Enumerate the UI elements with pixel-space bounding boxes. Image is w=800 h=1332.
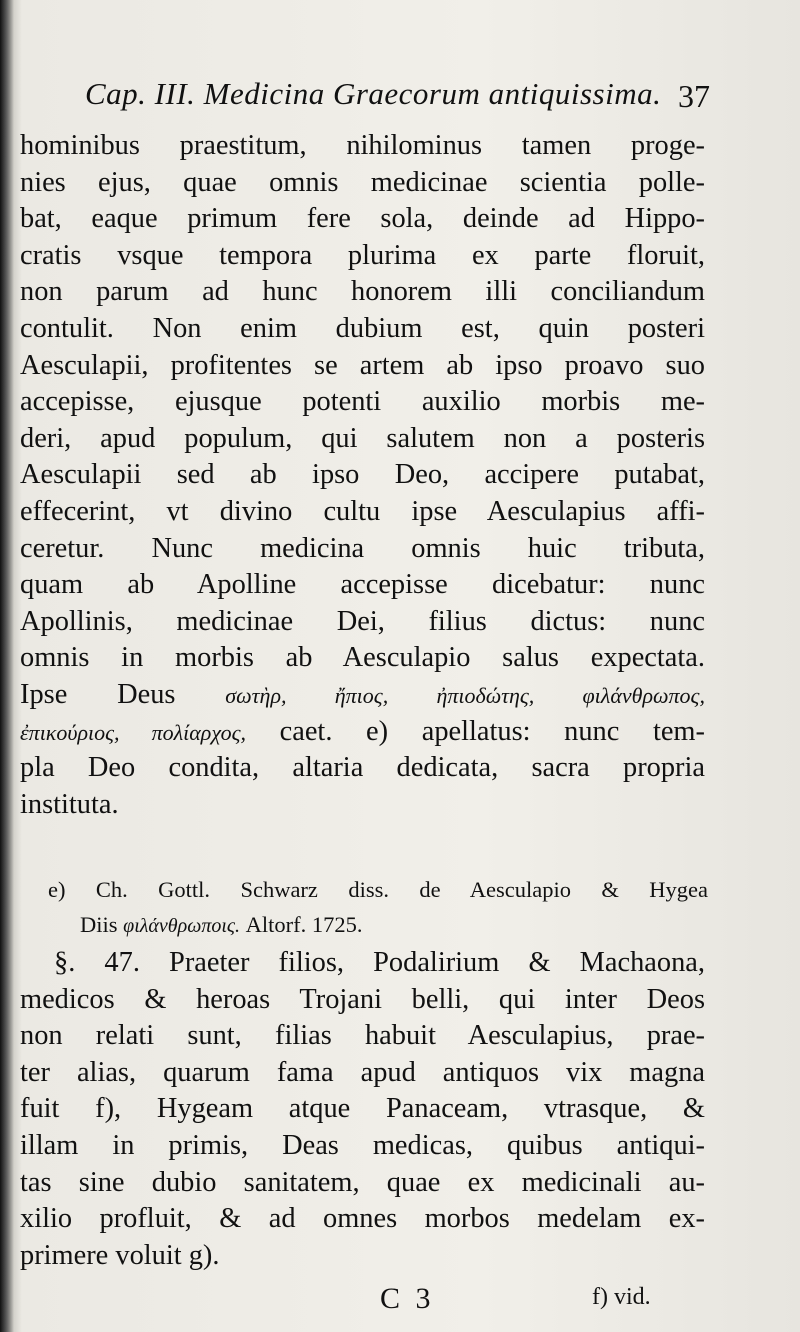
greek-line bbox=[20, 714, 705, 751]
footnote-e bbox=[48, 872, 708, 942]
text-line: xilio profluit, & ad omnes morbos medelam ex- bbox=[20, 1203, 705, 1235]
text-line: ter alias, quarum fama apud antiquos vix magna bbox=[20, 1056, 705, 1088]
text-line: Apollinis, medicinae Dei, filius dictus: nunc bbox=[20, 605, 705, 637]
text-line: omnis in morbis ab Aesculapio salus expectata. bbox=[20, 642, 705, 674]
text-line: fuit f), Hygeam atque Panaceam, vtrasque, & bbox=[20, 1093, 705, 1125]
text-line: tas sine dubio sanitatem, quae ex medicinali au- bbox=[20, 1166, 705, 1198]
greek-line bbox=[20, 677, 705, 714]
text-line: illam in primis, Deas medicas, quibus antiqui- bbox=[20, 1129, 705, 1161]
text-line: effecerint, vt divino cultu ipse Aesculapius affi- bbox=[20, 495, 705, 527]
text-line: nies ejus, quae omnis medicinae scientia polle- bbox=[20, 166, 705, 198]
footnote-line bbox=[48, 907, 708, 942]
greek-epithets: ἐπικούριος, πολίαρχος, bbox=[20, 719, 246, 745]
running-header bbox=[85, 72, 710, 122]
page-number: 37 bbox=[678, 78, 710, 114]
text-segment: Altorf. 1725. bbox=[245, 912, 363, 937]
text-line: medicos & heroas Trojani belli, qui inter Deos bbox=[20, 983, 705, 1015]
text-line: accepisse, ejusque potenti auxilio morbis me- bbox=[20, 386, 705, 418]
greek-epithets: σωτὴρ, ἤπιος, ἠπιοδώτης, φιλάνθρωπος, bbox=[225, 682, 705, 708]
text-line: cratis vsque tempora plurima ex parte floruit, bbox=[20, 239, 705, 271]
text-line: bat, eaque primum fere sola, deinde ad Hippo- bbox=[20, 203, 705, 235]
text-segment: caet. e) apellatus: nunc tem- bbox=[279, 715, 705, 747]
footnote-line: e) Ch. Gottl. Schwarz diss. de Aesculapio & Hygea bbox=[48, 877, 708, 902]
text-line: Aesculapii, profitentes se artem ab ipso proavo suo bbox=[20, 349, 705, 381]
text-line: non parum ad hunc honorem illi conciliandum bbox=[20, 276, 705, 308]
book-spine-shadow bbox=[0, 0, 14, 1332]
text-segment: Diis bbox=[80, 912, 118, 937]
catchword: f) vid. bbox=[592, 1284, 651, 1310]
text-line: Aesculapii sed ab ipso Deo, accipere putabat, bbox=[20, 459, 705, 491]
running-title: Cap. III. Medicina Graecorum antiquissima. bbox=[85, 76, 662, 111]
text-line: pla Deo condita, altaria dedicata, sacra propria bbox=[20, 752, 705, 784]
text-line: ceretur. Nunc medicina omnis huic tributa, bbox=[20, 532, 705, 564]
main-text bbox=[20, 128, 705, 823]
text-line: primere voluit g). bbox=[20, 1239, 220, 1271]
text-line: hominibus praestitum, nihilominus tamen proge- bbox=[20, 130, 705, 161]
section-47-text bbox=[20, 945, 705, 1274]
page-footer bbox=[0, 1282, 800, 1326]
signature-mark: C 3 bbox=[380, 1282, 435, 1315]
text-line: quam ab Apolline accepisse dicebatur: nunc bbox=[20, 569, 705, 601]
text-line: non relati sunt, filias habuit Aesculapius, prae- bbox=[20, 1020, 705, 1052]
text-segment: Ipse Deus bbox=[20, 678, 176, 710]
text-line: contulit. Non enim dubium est, quin posteri bbox=[20, 312, 705, 344]
greek-word: φιλάνθρωποις. bbox=[123, 915, 241, 937]
text-line: instituta. bbox=[20, 788, 119, 820]
text-line: §. 47. Praeter filios, Podalirium & Machaona, bbox=[54, 947, 705, 978]
text-line: deri, apud populum, qui salutem non a posteris bbox=[20, 422, 705, 454]
